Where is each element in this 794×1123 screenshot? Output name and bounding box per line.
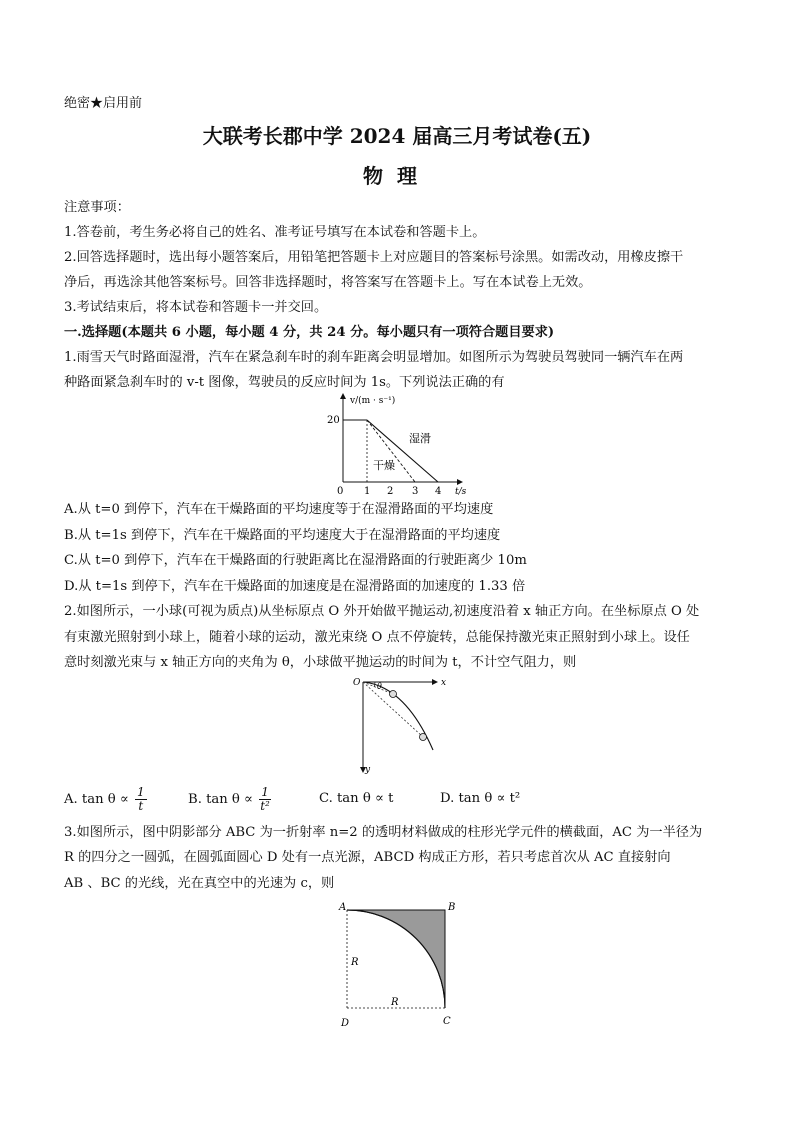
q1-option-a: A.从 t=0 到停下，汽车在干燥路面的平均速度等于在湿滑路面的平均速度 (64, 502, 494, 517)
t-tick: 4 (435, 486, 442, 497)
point-c-label: C (443, 1016, 451, 1027)
notice-line: 1.答卷前，考生务必将自己的姓名、准考证号填写在本试卷和答题卡上。 (64, 225, 486, 240)
q2-stem-line: 意时刻激光束与 x 轴正方向的夹角为 θ，小球做平抛运动的时间为 t，不计空气阻力，则 (64, 655, 577, 670)
point-b-label: B (448, 902, 456, 913)
theta-label: θ (377, 682, 382, 691)
dry-line (367, 420, 415, 482)
t-axis-label: t/s (455, 487, 467, 497)
fraction-numerator: 1 (137, 785, 145, 799)
t-tick: 1 (364, 486, 371, 497)
q2-stem-line: 2.如图所示，一小球(可视为质点)从坐标原点 O 外开始做平抛运动,初速度沿着 x 轴正方向。在坐标原点 O 处 (64, 604, 700, 619)
radius-label-vertical: R (351, 957, 359, 968)
q3-stem-line: 3.如图所示，图中阴影部分 ABC 为一折射率 n=2 的透明材料做成的柱形光学元件的横截面，AC 为一半径为 (64, 825, 703, 840)
q2-stem-line: 有束激光照射到小球上，随着小球的运动，激光束绕 O 点不停旋转，总能保持激光束正照射到小球上。设任 (64, 630, 690, 645)
fraction-denominator: t (138, 799, 144, 813)
t-tick: 0 (337, 486, 344, 497)
dry-label: 干燥 (373, 459, 395, 472)
q2-option-c: C. tan θ ∝ t (319, 791, 394, 806)
q3-optics-figure (335, 898, 465, 1032)
fraction-denominator: t² (260, 799, 270, 813)
t-tick: 3 (412, 486, 419, 497)
q1-option-b: B.从 t=1s 到停下，汽车在干燥路面的平均速度大于在湿滑路面的平均速度 (64, 528, 501, 543)
q2-option-d: D. tan θ ∝ t² (440, 791, 521, 806)
y-axis-label: y (365, 765, 371, 775)
t-tick: 2 (387, 486, 394, 497)
q1-option-d: D.从 t=1s 到停下，汽车在干燥路面的加速度是在湿滑路面的加速度的 1.33 倍 (64, 579, 526, 594)
q1-stem-line: 种路面紧急刹车时的 v-t 图像，驾驶员的反应时间为 1s。下列说法正确的有 (64, 375, 505, 390)
wet-line (367, 420, 438, 482)
fraction-numerator: 1 (261, 785, 269, 799)
q1-option-c: C.从 t=0 到停下，汽车在干燥路面的行驶距离比在湿滑路面的行驶距离少 10m (64, 553, 527, 568)
q2-option-a-prefix: A. tan θ ∝ (64, 792, 129, 807)
section-heading: 一.选择题(本题共 6 小题，每小题 4 分，共 24 分。每小题只有一项符合题目要求) (64, 325, 555, 340)
point-a-label: A (339, 902, 347, 913)
q2-option-a (64, 786, 147, 813)
x-axis-label: x (441, 678, 447, 688)
v-tick-20: 20 (327, 415, 340, 426)
exam-title: 大联考长郡中学 2024 届高三月考试卷(五) (202, 124, 592, 148)
notice-line: 2.回答选择题时，选出每小题答案后，用铅笔把答题卡上对应题目的答案标号涂黑。如需改动，用橡皮擦干 (64, 250, 684, 265)
origin-label: O (353, 678, 361, 688)
q2-projectile-figure (345, 672, 455, 776)
notice-line: 3.考试结束后，将本试卷和答题卡一并交回。 (64, 300, 328, 315)
subject-title: 物理 (363, 164, 431, 188)
wet-label: 湿滑 (409, 432, 431, 445)
ball-2 (420, 734, 427, 741)
q3-stem-line: AB 、BC 的光线，光在真空中的光速为 c，则 (64, 876, 335, 891)
radius-label-horizontal: R (391, 997, 399, 1008)
q3-stem-line: R 的四分之一圆弧，在圆弧面圆心 D 处有一点光源，ABCD 构成正方形，若只考虑首次从 AC 直接射向 (64, 850, 671, 865)
v-axis-label: v/(m · s⁻¹) (350, 396, 396, 406)
point-d-label: D (341, 1018, 350, 1029)
q1-vt-graph (320, 390, 480, 498)
notice-heading: 注意事项： (64, 200, 130, 215)
ball-1 (390, 691, 397, 698)
q2-option-b-fraction (259, 786, 271, 813)
q1-stem-line: 1.雨雪天气时路面湿滑，汽车在紧急刹车时的刹车距离会明显增加。如图所示为驾驶员驾驶同一辆汽车在两 (64, 350, 684, 365)
q2-option-b-prefix: B. tan θ ∝ (188, 792, 253, 807)
q2-option-b (188, 786, 271, 813)
notice-line: 净后，再选涂其他答案标号。回答非选择题时，将答案写在答题卡上。写在本试卷上无效。 (64, 275, 592, 290)
q2-option-a-fraction (135, 786, 147, 813)
secret-label: 绝密★启用前 (64, 96, 143, 111)
shaded-region-abc (347, 910, 445, 1008)
